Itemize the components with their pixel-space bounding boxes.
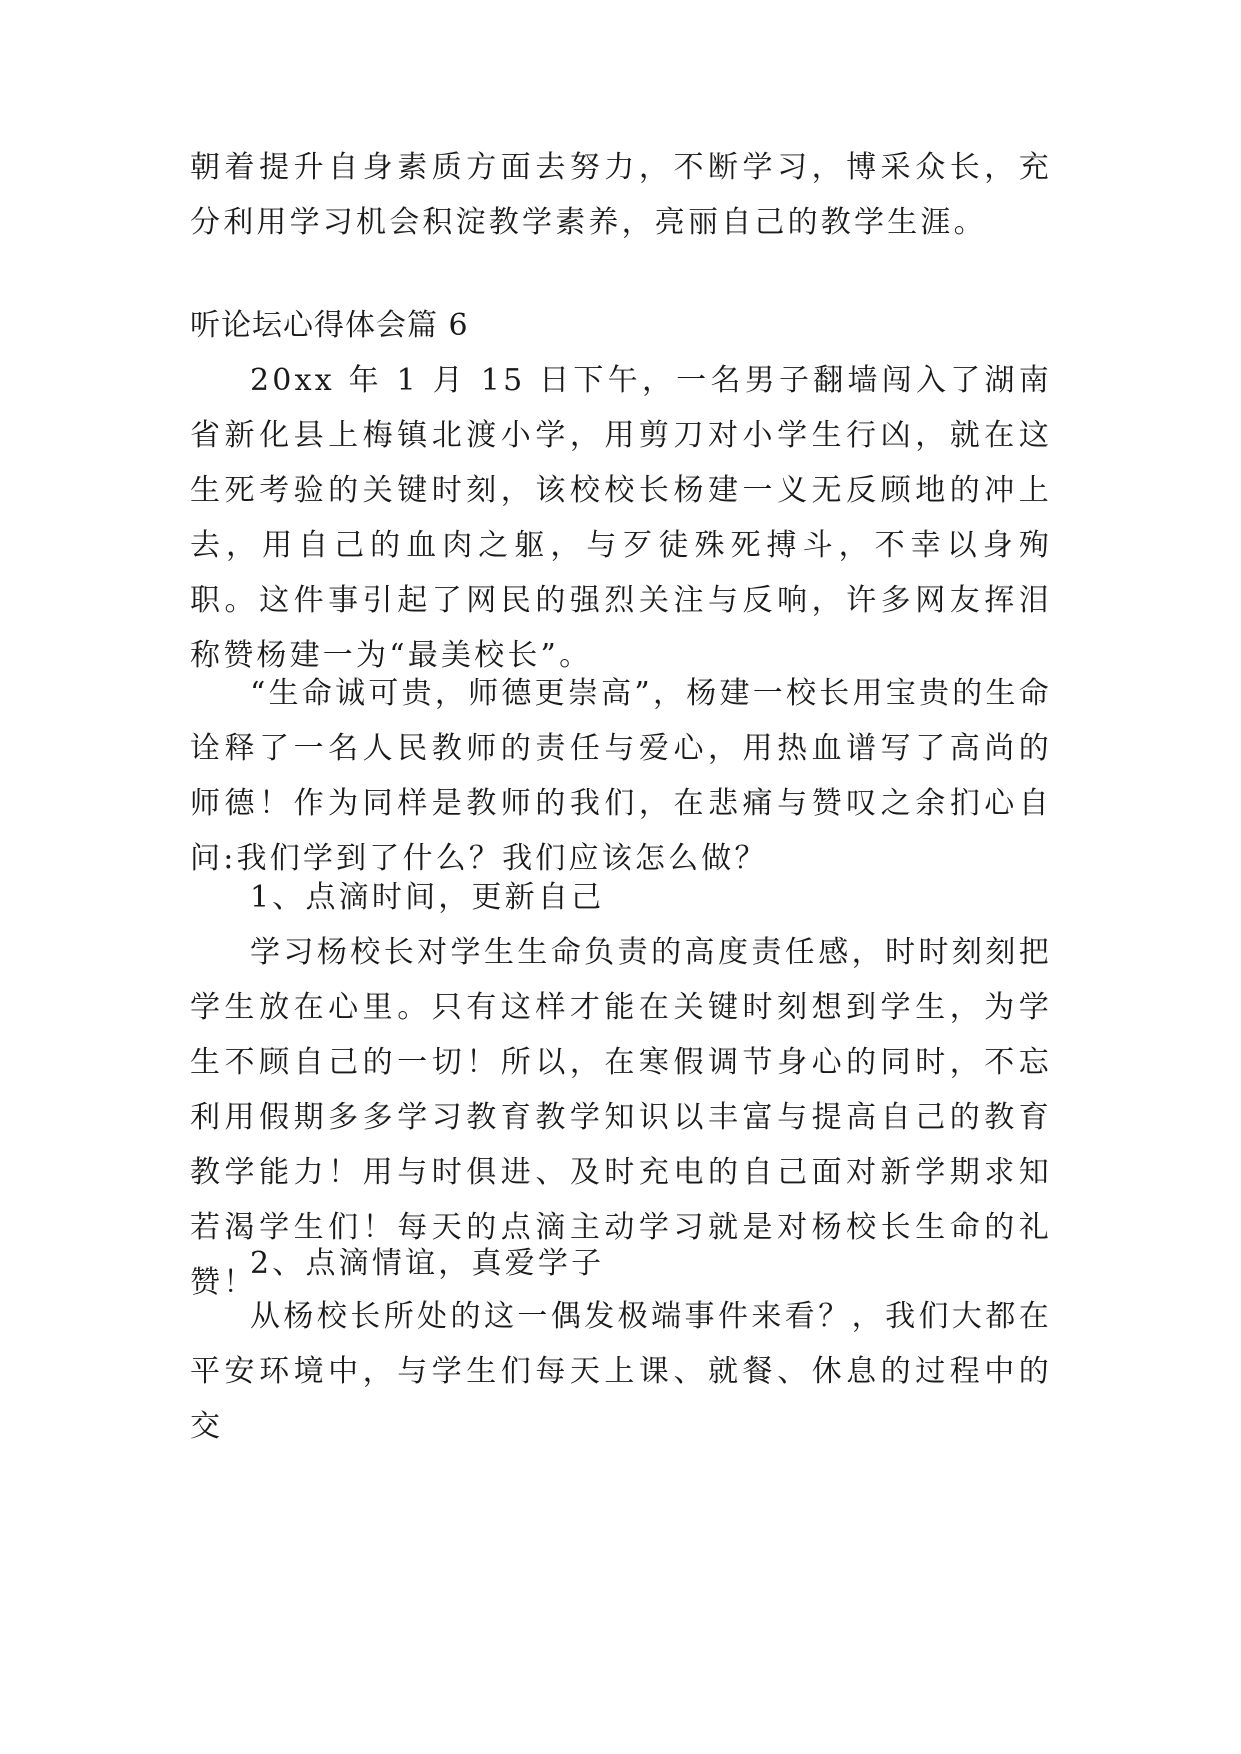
paragraph-reflection: “生命诚可贵，师德更崇高”，杨建一校长用宝贵的生命诠释了一名人民教师的责任与爱心，用热血谱写了高尚的师德！作为同样是教师的我们，在悲痛与赞叹之余扪心自问:我们学到了什么？我们应该怎么做？ [190, 676, 1052, 876]
subheading-1: 1、点滴时间，更新自己 [250, 880, 605, 915]
paragraph-incident: 20xx 年 1 月 15 日下午，一名男子翻墙闯入了湖南省新化县上梅镇北渡小学，用剪刀对小学生行凶，就在这生死考验的关键时刻，该校校长杨建一义无反顾地的冲上去，用自己的血肉之躯，与歹徒殊死搏斗，不幸以身殉职。这件事引起了网民的强烈关注与反响，许多网友挥泪称赞杨建一为“最美校长”。 [190, 363, 1052, 673]
continuation-paragraph: 朝着提升自身素质方面去努力，不断学习，博采众长，充分利用学习机会积淀教学素养，亮丽自己的教学生涯。 [190, 150, 1052, 240]
paragraph-care: 从杨校长所处的这一偶发极端事件来看？，我们大都在平安环境中，与学生们每天上课、就餐、休息的过程中的交 [190, 1299, 1052, 1444]
paragraph-learning: 学习杨校长对学生生命负责的高度责任感，时时刻刻把学生放在心里。只有这样才能在关键时刻想到学生，为学生不顾自己的一切！所以，在寒假调节身心的同时，不忘利用假期多多学习教育教学知识以丰富与提高自己的教育教学能力！用与时俱进、及时充电的自己面对新学期求知若渴学生们！每天的点滴主动学习就是对杨校长生命的礼赞！ [190, 935, 1052, 1300]
section-title: 听论坛心得体会篇 6 [190, 308, 469, 343]
subheading-2: 2、点滴情谊，真爱学子 [250, 1246, 605, 1281]
